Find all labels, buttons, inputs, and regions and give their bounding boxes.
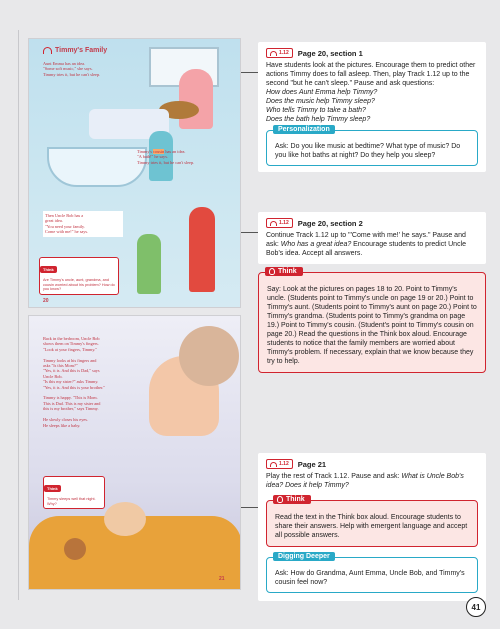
question: Does the music help Timmy sleep? xyxy=(266,98,375,105)
track-badge: 1.12 xyxy=(266,218,293,228)
question: Does the bath help Timmy sleep? xyxy=(266,116,371,123)
digging-deeper-box xyxy=(266,553,478,593)
personalization-label: Personalization xyxy=(273,125,335,134)
section-body: Have students look at the pictures. Encourage them to predict other actions Timmy does to fall asleep. Then, play Track 1.12 up to the second "but he can't sleep." Pause and ask questions: xyxy=(266,62,476,87)
section-title: Page 21 xyxy=(297,459,327,469)
mini-think-box-2: Think Timmy sleeps well that night. Why? xyxy=(43,476,105,509)
teddy-bear-illustration xyxy=(64,538,86,560)
headphones-icon xyxy=(270,221,277,226)
digging-deeper-body: Ask: How do Grandma, Aunt Emma, Uncle Bob, and Timmy's cousin feel now? xyxy=(275,570,465,586)
think-body: Say: Look at the pictures on pages 18 to 20. Point to Timmy's uncle. (Students point to Timmy's uncle on page 19 or 20.) Point to Timmy's aunt. (Students point to Timmy's aunt on page 20.) Point to Timmy's grandma. (Students point to Timmy's grandma on page 19.) Point to Timmy's cousin. (Student's point to Timmy's cousin on page 20.) Read the questions in the Think box aloud. Encourage students to notice that the family members are worried about Timmy's problem. If necessary, explain that we know because they try to help. xyxy=(267,286,477,365)
question: Who tells Timmy to take a bath? xyxy=(266,107,366,114)
highlighted-word: cousin xyxy=(153,149,165,154)
connector-line xyxy=(241,507,258,508)
think-box-2 xyxy=(266,496,478,547)
notes-section-2 xyxy=(258,212,486,373)
think-body: Read the text in the Think box aloud. Encourage students to share their answers. Help with emergent language and accept all possible answers. xyxy=(275,514,468,539)
story-text-3: Then Uncle Bob has a great idea. "You need your family. Come with me!" he says. xyxy=(43,211,123,237)
connector-line xyxy=(241,72,258,73)
think-box xyxy=(258,268,486,373)
margin-rule xyxy=(18,30,19,600)
student-page-20 xyxy=(28,38,241,308)
track-badge: 1.12 xyxy=(266,459,293,469)
headphones-icon xyxy=(270,51,277,56)
section-title: Page 20, section 1 xyxy=(297,48,363,58)
personalization-body: Ask: Do you like music at bedtime? What type of music? Do you like hot baths at night? Do they help you sleep? xyxy=(275,143,461,159)
headphones-icon xyxy=(43,47,52,54)
section-body: Play the rest of Track 1.12. Pause and ask: What is Uncle Bob's idea? Does it help Timmy? xyxy=(266,473,464,489)
student-page-number: 20 xyxy=(43,298,49,304)
notes-section-1 xyxy=(258,42,486,172)
think-label: Think xyxy=(265,267,303,276)
story-title: Timmy's Family xyxy=(43,47,107,54)
bathtub-illustration xyxy=(47,147,147,187)
connector-line xyxy=(241,232,258,233)
student-page-number-21: 21 xyxy=(219,576,225,582)
story-text-1: Aunt Emma has an idea. "Some soft music," she says. Timmy tries it, but he can't sleep. xyxy=(43,61,101,77)
uncle-head-illustration xyxy=(179,326,239,386)
personalization-box xyxy=(266,126,478,166)
think-label: Think xyxy=(273,495,311,504)
sleeping-timmy-illustration xyxy=(104,502,146,536)
page-number: 41 xyxy=(466,597,486,617)
story-text-4: Back in the bedroom, Uncle Bob shows them on Timmy's fingers. "Look at your fingers, Timmy." Timmy looks at his fingers and asks "Is this Mom?" "Yes, it is. And this is Dad," says Uncle Bob. "Is this my sister?" asks Timmy. "Yes, it is. And this is your brother." Timmy is happy. "This is Mom. This is Dad. This is my sister and this is my brother," says Timmy. He slowly closes his eyes. He sleeps like a baby. xyxy=(43,336,106,428)
timmy-illustration xyxy=(137,234,161,294)
lightbulb-icon xyxy=(269,268,275,275)
digging-deeper-label: Digging Deeper xyxy=(273,552,335,561)
story-text-2: Timmy's cousin has an idea. "A bath!" he says. Timmy tries it, but he can't sleep. xyxy=(137,149,195,165)
mini-think-box: Think Are Timmy's uncle, aunt, grandma, and cousin worried about his problem? How do you know? xyxy=(39,257,119,295)
uncle-illustration xyxy=(189,207,215,292)
student-page-21 xyxy=(28,315,241,590)
headphones-icon xyxy=(270,462,277,467)
track-badge: 1.12 xyxy=(266,48,293,58)
question: How does Aunt Emma help Timmy? xyxy=(266,89,378,96)
lightbulb-icon xyxy=(277,496,283,503)
section-title: Page 20, section 2 xyxy=(297,218,363,228)
section-body: Continue Track 1.12 up to "'Come with me!' he says." Pause and ask: Who has a great idea? Encourage students to predict Uncle Bob's idea. Accept all answers. xyxy=(266,232,467,257)
notes-section-3 xyxy=(258,453,486,601)
aunt-illustration xyxy=(179,69,213,129)
